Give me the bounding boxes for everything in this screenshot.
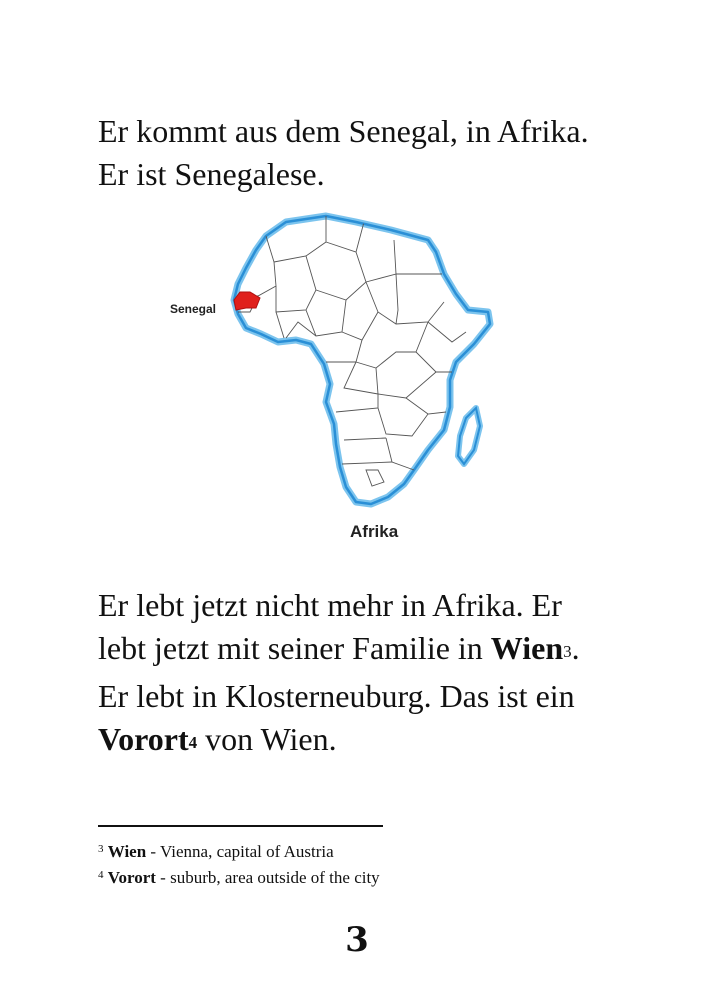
continent-outline <box>234 216 490 504</box>
footnote-term: Wien <box>107 842 147 861</box>
afrika-label: Afrika <box>350 522 399 541</box>
footnote-definition: - Vienna, capital of Austria <box>146 842 334 861</box>
text-line: Er lebt jetzt nicht mehr in Afrika. Er <box>98 587 562 623</box>
footnote-ref[interactable]: 3 <box>563 642 572 661</box>
text-segment: lebt jetzt mit seiner Familie in <box>98 630 491 666</box>
page-number: 3 <box>345 920 369 960</box>
footnote-ref[interactable]: 4 <box>188 733 198 752</box>
term-wien: Wien <box>490 630 564 666</box>
footnote-number: 4 <box>98 869 104 881</box>
text-line: Er lebt in Klosterneuburg. Das ist ein <box>98 678 575 714</box>
africa-map <box>166 212 506 552</box>
footnote-vorort <box>98 867 380 891</box>
senegal-label: Senegal <box>170 302 217 316</box>
footnote-wien <box>98 841 334 865</box>
paragraph-residence <box>98 584 580 766</box>
footnote-number: 3 <box>98 843 104 855</box>
term-vorort: Vorort <box>98 721 189 757</box>
text-segment: von Wien. <box>197 721 337 757</box>
footnote-definition: - suburb, area outside of the city <box>155 868 380 887</box>
text-line <box>98 627 580 675</box>
text-line <box>98 718 580 766</box>
footnote-term: Vorort <box>107 868 156 887</box>
text-line: Er kommt aus dem Senegal, in Afrika. <box>98 113 589 149</box>
footnote-divider <box>98 825 383 827</box>
text-segment: . <box>571 630 580 666</box>
paragraph-origin <box>98 110 589 196</box>
text-line: Er ist Senegalese. <box>98 156 325 192</box>
